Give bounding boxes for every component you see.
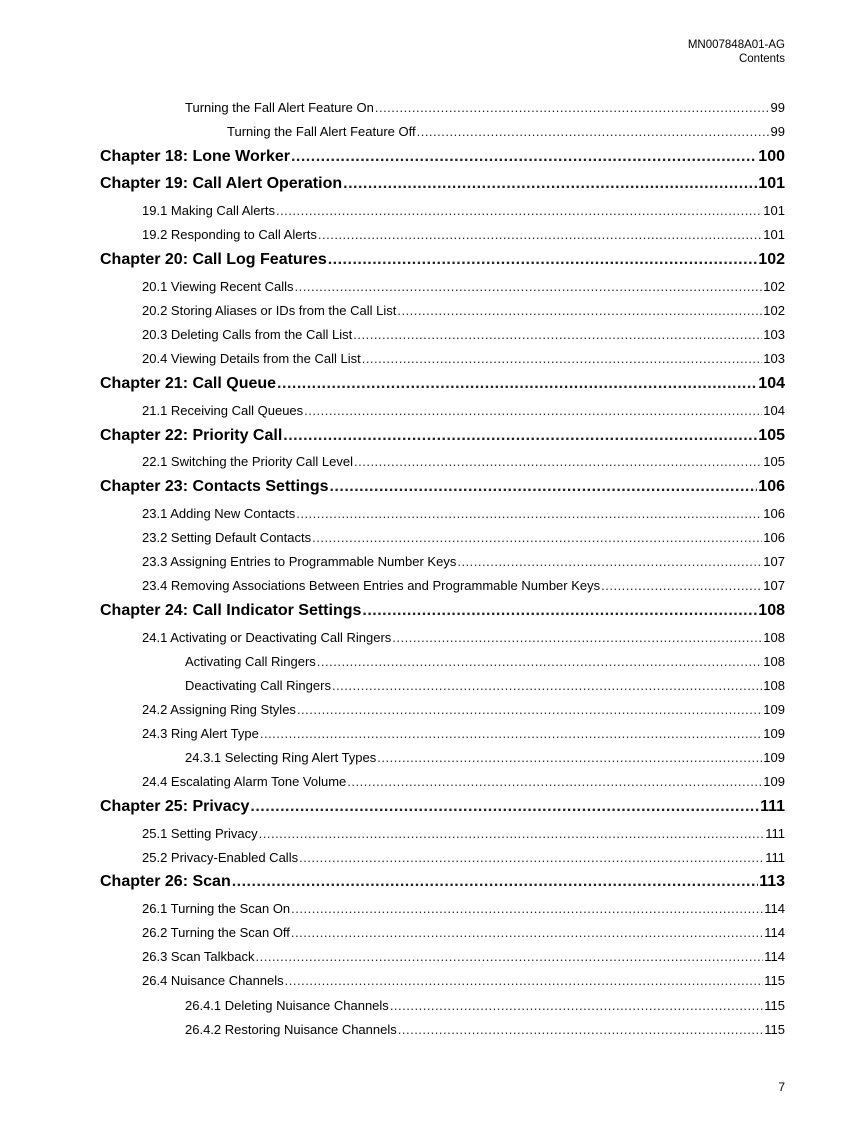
toc-entry[interactable]: 23.3 Assigning Entries to Programmable Number Keys ..... 107 bbox=[142, 554, 785, 570]
toc-entry[interactable]: 23.2 Setting Default Contacts ..... 106 bbox=[142, 530, 785, 546]
toc-entry[interactable]: 20.3 Deleting Calls from the Call List ..... 103 bbox=[142, 327, 785, 343]
toc-entry[interactable]: 26.2 Turning the Scan Off ..... 114 bbox=[142, 925, 785, 941]
toc-chapter[interactable]: Chapter 22: Priority Call ..... 105 bbox=[100, 427, 785, 447]
toc-entry[interactable]: Activating Call Ringers ..... 108 bbox=[185, 654, 785, 670]
toc-entry[interactable]: 19.1 Making Call Alerts ..... 101 bbox=[142, 203, 785, 219]
toc-chapter[interactable]: Chapter 24: Call Indicator Settings ..... 108 bbox=[100, 602, 785, 622]
toc-entry[interactable]: 21.1 Receiving Call Queues ..... 104 bbox=[142, 403, 785, 419]
toc-entry[interactable]: 24.3.1 Selecting Ring Alert Types ..... 109 bbox=[185, 750, 785, 766]
toc-entry[interactable]: 24.4 Escalating Alarm Tone Volume ..... 109 bbox=[142, 774, 785, 790]
section-label: Contents bbox=[738, 53, 785, 65]
toc-entry[interactable]: 22.1 Switching the Priority Call Level ..... 105 bbox=[142, 454, 785, 470]
toc-entry[interactable]: 23.4 Removing Associations Between Entries and Programmable Number Keys ..... 107 bbox=[142, 578, 785, 594]
toc-chapter[interactable]: Chapter 23: Contacts Settings ..... 106 bbox=[100, 478, 785, 498]
toc-chapter[interactable]: Chapter 26: Scan ..... 113 bbox=[100, 873, 785, 893]
toc-entry[interactable]: Deactivating Call Ringers ..... 108 bbox=[185, 678, 785, 694]
toc-entry[interactable]: 20.2 Storing Aliases or IDs from the Call List ..... 102 bbox=[142, 303, 785, 319]
document-number: MN007848A01-AG bbox=[687, 39, 785, 51]
toc-entry[interactable]: 25.2 Privacy-Enabled Calls ..... 111 bbox=[142, 850, 785, 866]
toc-entry[interactable]: 24.2 Assigning Ring Styles ..... 109 bbox=[142, 702, 785, 718]
toc-entry[interactable]: 26.4.2 Restoring Nuisance Channels ..... 115 bbox=[185, 1022, 785, 1038]
toc-chapter[interactable]: Chapter 19: Call Alert Operation ..... 101 bbox=[100, 175, 785, 195]
toc-entry[interactable]: 26.4.1 Deleting Nuisance Channels ..... 115 bbox=[185, 998, 785, 1014]
toc-chapter[interactable]: Chapter 18: Lone Worker ..... 100 bbox=[100, 148, 785, 168]
toc-entry[interactable]: 20.1 Viewing Recent Calls ..... 102 bbox=[142, 279, 785, 295]
toc-chapter[interactable]: Chapter 25: Privacy ..... 111 bbox=[100, 798, 785, 818]
toc-chapter[interactable]: Chapter 20: Call Log Features ..... 102 bbox=[100, 251, 785, 271]
toc-entry[interactable]: 19.2 Responding to Call Alerts ..... 101 bbox=[142, 227, 785, 243]
toc-entry[interactable]: 26.4 Nuisance Channels ..... 115 bbox=[142, 973, 785, 989]
toc-entry[interactable]: 24.1 Activating or Deactivating Call Ringers ..... 108 bbox=[142, 630, 785, 646]
toc-entry[interactable]: 23.1 Adding New Contacts ..... 106 bbox=[142, 506, 785, 522]
toc-chapter[interactable]: Chapter 21: Call Queue ..... 104 bbox=[100, 375, 785, 395]
toc-entry[interactable]: Turning the Fall Alert Feature Off ..... 99 bbox=[227, 124, 785, 140]
page-number: 7 bbox=[778, 1080, 785, 1094]
toc-entry[interactable]: 24.3 Ring Alert Type ..... 109 bbox=[142, 726, 785, 742]
toc-entry[interactable]: Turning the Fall Alert Feature On ..... 99 bbox=[185, 100, 785, 116]
toc-entry[interactable]: 26.3 Scan Talkback ..... 114 bbox=[142, 949, 785, 965]
toc-entry[interactable]: 26.1 Turning the Scan On ..... 114 bbox=[142, 901, 785, 917]
toc-entry[interactable]: 25.1 Setting Privacy ..... 111 bbox=[142, 826, 785, 842]
toc-entry[interactable]: 20.4 Viewing Details from the Call List ..... 103 bbox=[142, 351, 785, 367]
